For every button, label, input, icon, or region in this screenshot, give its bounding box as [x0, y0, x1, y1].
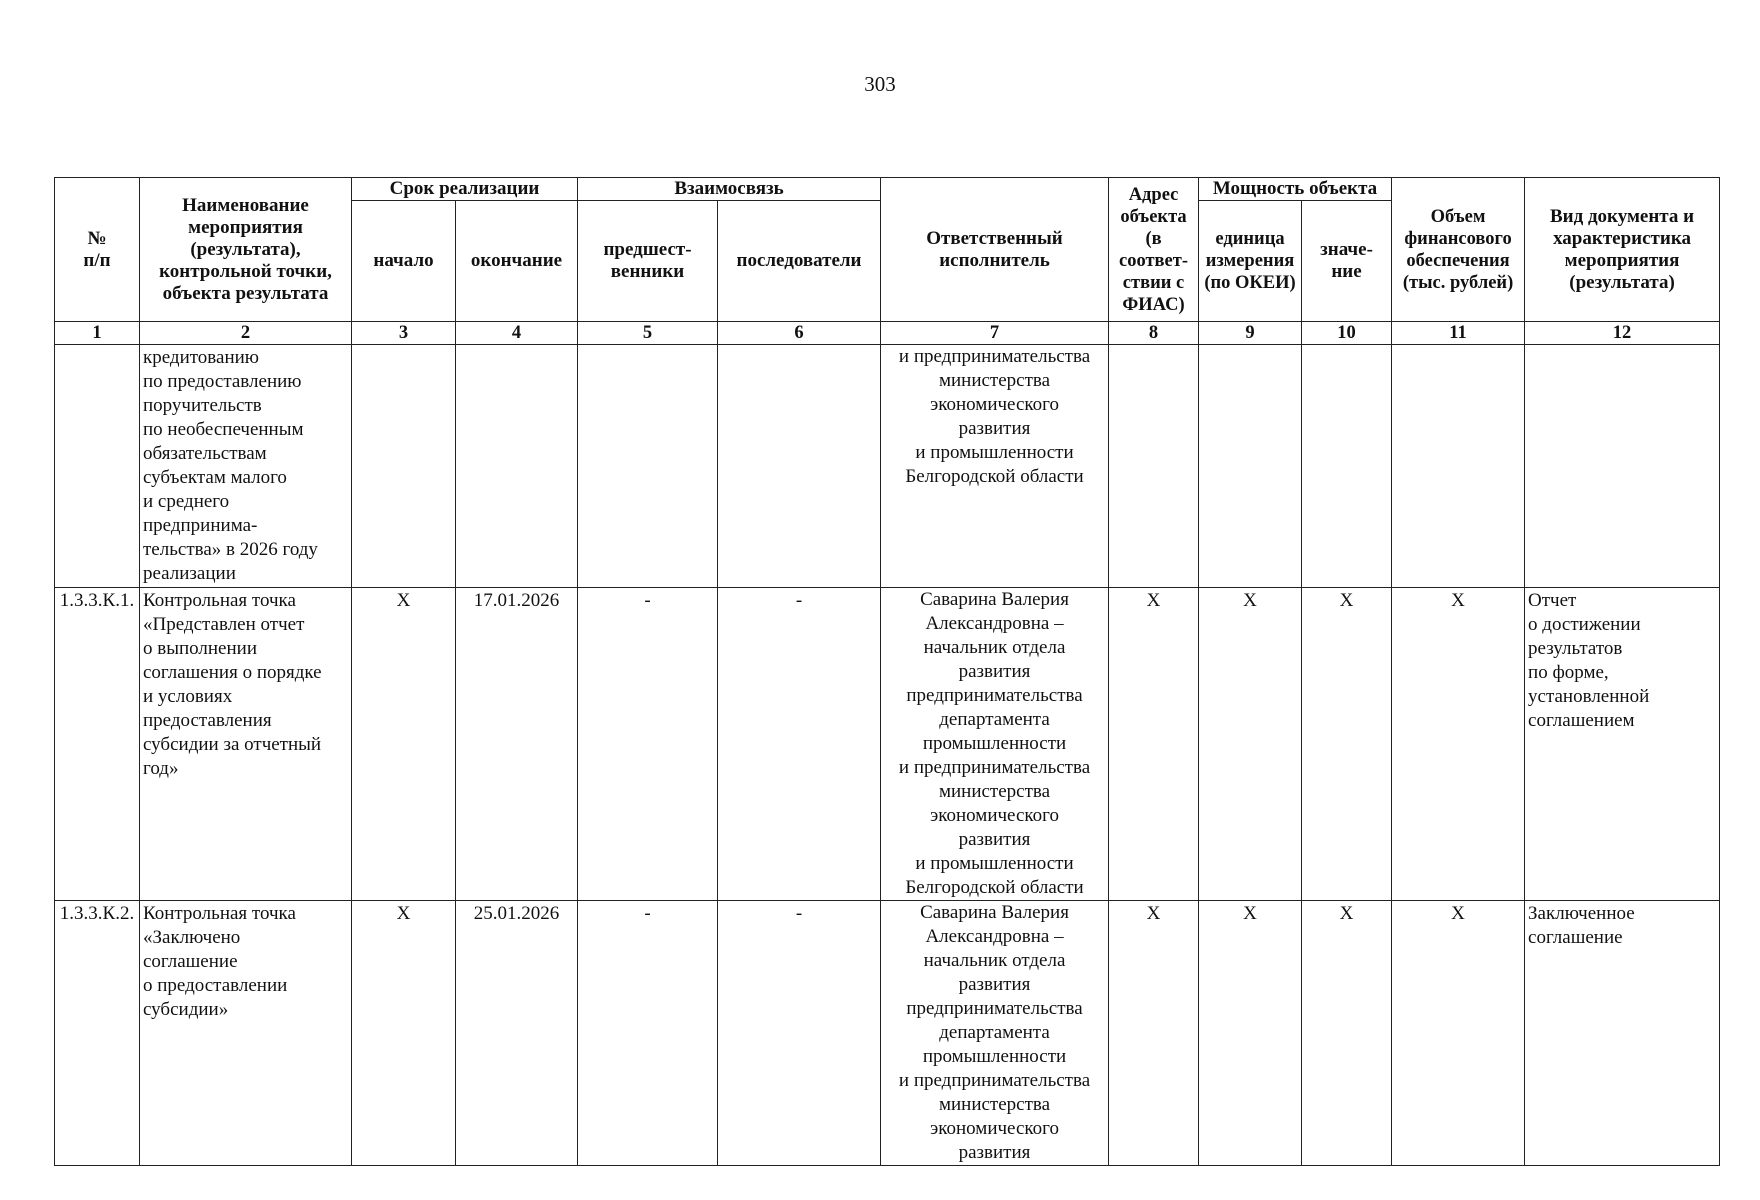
- row-name: кредитованию по предоставлению поручительств по необеспеченным обязательствам субъектам малого и среднего предпринима- тельства» в 2026 году реализации: [140, 345, 352, 588]
- col-number: 5: [578, 322, 718, 345]
- row-name: Контрольная точка «Заключено соглашение о предоставлении субсидии»: [140, 901, 352, 1166]
- row-name: Контрольная точка «Представлен отчет о выполнении соглашения о порядке и условиях предоставления субсидии за отчетный год»: [140, 588, 352, 901]
- row-finance: X: [1392, 901, 1525, 1166]
- col-number: 3: [352, 322, 456, 345]
- col-number: 6: [718, 322, 881, 345]
- row-num: [55, 345, 140, 588]
- header-value: значе- ние: [1302, 201, 1392, 322]
- row-successors: [718, 345, 881, 588]
- row-predecessors: -: [578, 901, 718, 1166]
- row-doc: [1525, 345, 1720, 588]
- col-number: 12: [1525, 322, 1720, 345]
- row-num: 1.3.3.К.1.: [55, 588, 140, 901]
- row-value: X: [1302, 901, 1392, 1166]
- header-capacity: Мощность объекта: [1199, 178, 1392, 201]
- row-address: X: [1109, 901, 1199, 1166]
- header-responsible: Ответственный исполнитель: [881, 178, 1109, 322]
- table-row: [55, 901, 1720, 1166]
- row-successors: -: [718, 588, 881, 901]
- row-value: [1302, 345, 1392, 588]
- header-term: Срок реализации: [352, 178, 578, 201]
- row-finance: [1392, 345, 1525, 588]
- col-number: 10: [1302, 322, 1392, 345]
- row-start: X: [352, 588, 456, 901]
- col-number: 8: [1109, 322, 1199, 345]
- row-num: 1.3.3.К.2.: [55, 901, 140, 1166]
- row-responsible: и предпринимательства министерства экономического развития и промышленности Белгородской области: [881, 345, 1109, 588]
- header-name: Наименование мероприятия (результата), контрольной точки, объекта результата: [140, 178, 352, 322]
- header-end: окончание: [456, 201, 578, 322]
- row-value: X: [1302, 588, 1392, 901]
- row-responsible: Саварина Валерия Александровна – начальник отдела развития предпринимательства департамента промышленности и предпринимательства министерства экономического развития: [881, 901, 1109, 1166]
- header-unit: единица измерения (по ОКЕИ): [1199, 201, 1302, 322]
- col-number: 4: [456, 322, 578, 345]
- row-unit: X: [1199, 588, 1302, 901]
- header-successors: последователи: [718, 201, 881, 322]
- header-link: Взаимосвязь: [578, 178, 881, 201]
- row-start: X: [352, 901, 456, 1166]
- col-number: 11: [1392, 322, 1525, 345]
- row-end: [456, 345, 578, 588]
- header-start: начало: [352, 201, 456, 322]
- row-unit: X: [1199, 901, 1302, 1166]
- header-finance: Объем финансового обеспечения (тыс. рублей): [1392, 178, 1525, 322]
- row-address: X: [1109, 588, 1199, 901]
- row-doc: Отчет о достижении результатов по форме, установленной соглашением: [1525, 588, 1720, 901]
- row-unit: [1199, 345, 1302, 588]
- row-start: [352, 345, 456, 588]
- row-predecessors: -: [578, 588, 718, 901]
- header-doc: Вид документа и характеристика мероприятия (результата): [1525, 178, 1720, 322]
- row-doc: Заключенное соглашение: [1525, 901, 1720, 1166]
- col-number: 1: [55, 322, 140, 345]
- row-responsible: Саварина Валерия Александровна – начальник отдела развития предпринимательства департамента промышленности и предпринимательства министерства экономического развития и промышленности Белгородской области: [881, 588, 1109, 901]
- row-finance: X: [1392, 588, 1525, 901]
- col-number: 2: [140, 322, 352, 345]
- header-address: Адрес объекта (в соответ-ствии с ФИАС): [1109, 178, 1199, 322]
- table-row: [55, 345, 1720, 588]
- row-end: 17.01.2026: [456, 588, 578, 901]
- header-predecessors: предшест- венники: [578, 201, 718, 322]
- row-successors: -: [718, 901, 881, 1166]
- row-end: 25.01.2026: [456, 901, 578, 1166]
- header-num: № п/п: [55, 178, 140, 322]
- events-table: [54, 177, 1720, 1166]
- page-number: 303: [864, 72, 896, 96]
- row-address: [1109, 345, 1199, 588]
- col-number: 7: [881, 322, 1109, 345]
- col-number: 9: [1199, 322, 1302, 345]
- table-row: [55, 588, 1720, 901]
- row-predecessors: [578, 345, 718, 588]
